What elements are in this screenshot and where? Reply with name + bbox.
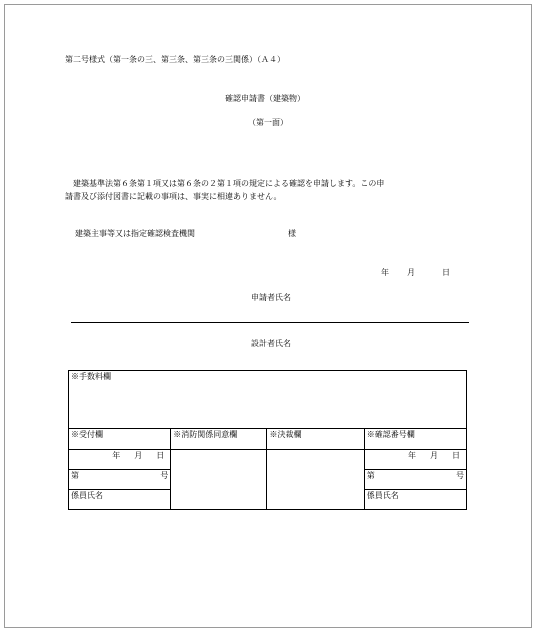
confirm-staff-label: 係員氏名	[366, 491, 399, 500]
date-month: 月	[407, 268, 415, 277]
fee-row	[69, 371, 467, 429]
recipient-label: 建築主事等又は指定確認検査機関	[75, 229, 195, 238]
confirm-date-cell	[364, 450, 466, 470]
confirm-day: 日	[452, 451, 460, 460]
fee-label: ※手数料欄	[71, 372, 111, 381]
form-header: 第二号様式（第一条の三、第三条、第三条の三関係）（Ａ４）	[65, 55, 285, 64]
reception-header: ※受付欄	[69, 429, 171, 450]
designer-label: 設計者氏名	[251, 339, 291, 348]
fire-consent-header: ※消防関係同意欄	[171, 429, 267, 450]
reception-staff-cell	[69, 490, 171, 510]
header-row	[69, 429, 467, 450]
reception-number-cell	[69, 470, 171, 490]
date-year: 年	[381, 268, 389, 277]
applicant-signature-line	[71, 322, 469, 323]
applicant-label: 申請者氏名	[251, 293, 291, 302]
reception-day: 日	[156, 451, 165, 460]
confirm-staff-cell	[364, 490, 466, 510]
reception-date-cell	[69, 450, 171, 470]
page-label: （第一面）	[248, 118, 288, 127]
reception-year: 年	[112, 451, 121, 460]
date-day: 日	[442, 268, 450, 277]
statement-line-1: 建築基準法第６条第１項又は第６条の２第１項の規定による確認を申請します。この申	[65, 179, 385, 188]
decision-cell	[267, 450, 364, 510]
statement-paragraph	[65, 178, 475, 203]
fee-cell	[69, 371, 467, 429]
form-title: 確認申請書（建築物）	[225, 94, 305, 103]
document-page	[4, 4, 532, 628]
reception-dai: 第	[71, 471, 79, 480]
reception-month: 月	[134, 451, 143, 460]
reception-staff-label: 係員氏名	[71, 491, 103, 500]
honorific: 様	[288, 229, 296, 238]
fire-consent-cell	[171, 450, 267, 510]
confirm-year: 年	[408, 451, 416, 460]
confirm-month: 月	[430, 451, 438, 460]
confirm-go: 号	[456, 471, 464, 480]
confirm-number-cell	[364, 470, 466, 490]
statement-line-2: 請書及び添付図書に記載の事項は、事実に相違ありません。	[65, 191, 282, 201]
confirm-dai: 第	[366, 471, 375, 480]
confirm-no-header: ※確認番号欄	[364, 429, 466, 450]
reception-go: 号	[160, 471, 169, 480]
decision-header: ※決裁欄	[267, 429, 364, 450]
date-row	[69, 450, 467, 470]
office-use-table	[68, 370, 467, 510]
